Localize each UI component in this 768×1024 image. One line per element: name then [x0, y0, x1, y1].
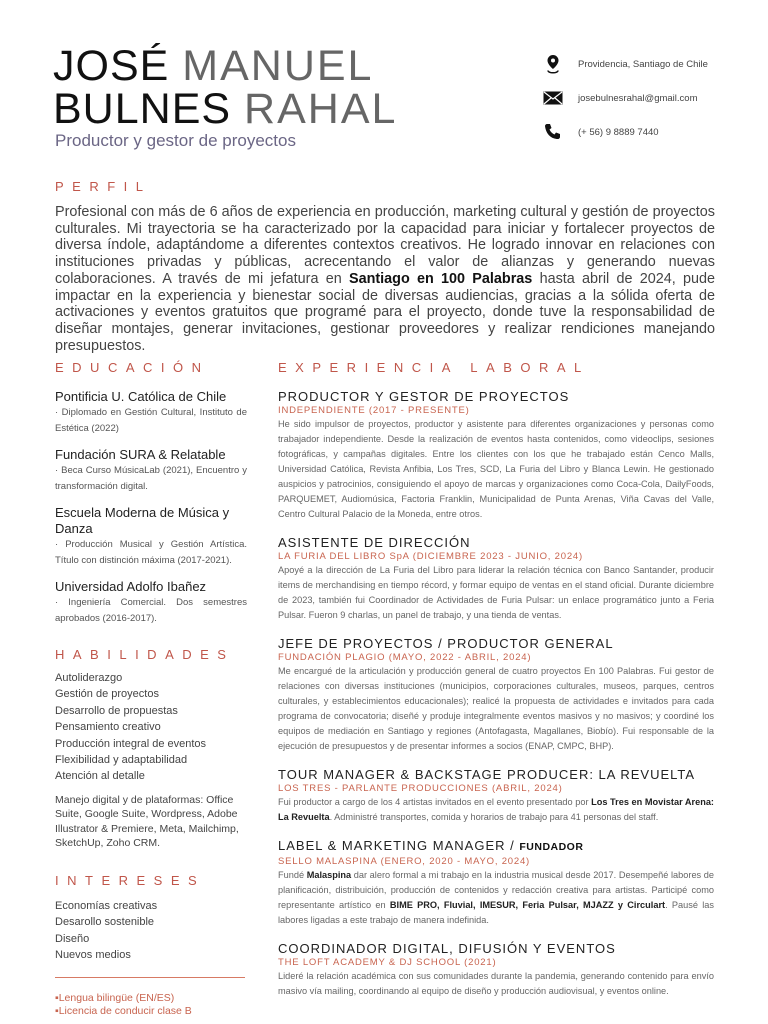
section-heading-interests: INTERESES: [55, 872, 206, 888]
job-title-text: TOUR MANAGER & BACKSTAGE PRODUCER: LA REVUELTA: [278, 767, 696, 782]
education-detail: · Ingeniería Comercial. Dos semestres aprobados (2016-2017).: [55, 597, 247, 624]
job-entry: [278, 535, 714, 623]
section-heading-perfil: PERFIL: [55, 179, 152, 194]
education-item: [55, 389, 247, 437]
job-title: [278, 767, 714, 782]
section-heading-skills: HABILIDADES: [55, 647, 235, 662]
education-list: [55, 389, 247, 627]
job-description-text: Apoyé a la dirección de La Furia del Libro para liderar la relación técnica con Banco Santander, producir items de merchandising en tiempo récord, y formar equipo de ventas en el stand oficial. Durante diciembre de 2023, también fui Coordinador de Actividades de Furia Pulsar: un enlace programático junto a Feria Pulsar. Fueron 9 charlas, un panel de trabajo, y una tienda de ventas.: [278, 565, 714, 620]
interests-list: [55, 898, 247, 964]
interest-item: Desarollo sostenible: [55, 916, 155, 929]
divider: [55, 977, 245, 978]
job-title-suffix: FUNDADOR: [519, 841, 584, 853]
right-column: [278, 360, 714, 1012]
education-detail: · Producción Musical y Gestión Artística. Título con distinción máxima (2017-2021).: [55, 539, 247, 566]
contact-phone: [542, 122, 659, 142]
job-description-text: He sido impulsor de proyectos, productor y asistente para diferentes organizaciones y personas como trabajador independiente. Desde la realización de eventos hasta contenidos, como videoclips, sesiones fotográficas, y campañas digitales. Entre los clientes con los que he trabajado están Cenco Malls, Universidad Católica, Revista Anfibia, Los Tres, SCD, La Furia del Libro y Blanca Lewin. He gestionado auspicios y patrocinios, consiguiendo el apoyo de marcas y organizaciones como Coca-Cola, DailyFoods, PARQUEMET, Audiomúsica, Factoria Franklin, Municipalidad de Punta Arenas, Viña Cavas del Valle, Centro Cultural Palacio de la Moneda, entre otros.: [278, 419, 714, 519]
job-description: [278, 969, 714, 999]
job-organization-dates: THE LOFT ACADEMY & DJ SCHOOL (2021): [278, 957, 497, 968]
job-entry: [278, 838, 714, 928]
job-description: [278, 563, 714, 623]
envelope-icon: [542, 91, 564, 105]
job-description: [278, 795, 714, 825]
education-institution: Universidad Adolfo Ibañez: [55, 579, 207, 594]
job-title: Productor y gestor de proyectos: [55, 131, 296, 150]
digital-tools: Manejo digital y de plataformas: Office Suite, Google Suite, Wordpress, Adobe Illustrator & Premiere, Meta, Mailchimp, SketchUp, Zoho CRM.: [55, 793, 239, 850]
job-organization-dates: SELLO MALASPINA (ENERO, 2020 - MAYO, 2024): [278, 856, 531, 867]
name-line-1: [53, 44, 373, 88]
job-description: [278, 868, 714, 928]
education-detail: · Diplomado en Gestión Cultural, Instituto de Estética (2022): [55, 407, 247, 434]
job-description-text: . Pausé las labores ligadas a este trabajo de manera indefinida.: [278, 900, 714, 925]
skill-item: Desarrollo de propuestas: [55, 704, 178, 717]
job-organization-dates: LOS TRES - PARLANTE PRODUCCIONES (ABRIL, 2024): [278, 783, 563, 794]
job-description-highlight: Malaspina: [306, 870, 352, 880]
section-heading-education: EDUCACIÓN: [55, 360, 210, 375]
contact-location: [542, 54, 708, 74]
job-organization-dates: LA FURIA DEL LIBRO SpA (DICIEMBRE 2023 - JUNIO, 2024): [278, 551, 583, 562]
last-name-1: BULNES: [53, 85, 232, 133]
education-detail: · Beca Curso MúsicaLab (2021), Encuentro y transformación digital.: [55, 465, 247, 492]
job-title: [278, 838, 714, 855]
interest-item: Diseño: [55, 932, 90, 945]
extra-item: ▪Lengua bilingüe (EN/ES): [55, 992, 175, 1005]
job-description: [278, 664, 714, 754]
profile-highlight: Santiago en 100 Palabras: [348, 270, 533, 287]
job-title: [278, 535, 714, 550]
email-link[interactable]: josebulnesrahal@gmail.com: [578, 92, 698, 104]
job-title-text: ASISTENTE DE DIRECCIÓN: [278, 535, 471, 550]
job-title-text: PRODUCTOR Y GESTOR DE PROYECTOS: [278, 389, 570, 404]
phone-icon: [542, 123, 564, 141]
education-institution: Fundación SURA & Relatable: [55, 447, 226, 462]
skill-item: Flexibilidad y adaptabilidad: [55, 754, 188, 767]
phone-text: (+ 56) 9 8889 7440: [578, 126, 659, 138]
last-name-2: RAHAL: [244, 85, 398, 133]
location-pin-icon: [542, 54, 564, 74]
interest-item: Economías creativas: [55, 899, 158, 912]
job-organization-dates: INDEPENDIENTE (2017 - PRESENTE): [278, 405, 470, 416]
job-title-text: JEFE DE PROYECTOS / PRODUCTOR GENERAL: [278, 636, 614, 651]
job-entry: [278, 636, 714, 754]
education-item: [55, 505, 247, 569]
job-entry: [278, 767, 714, 825]
skill-item: Producción integral de eventos: [55, 737, 207, 750]
skills-list: [55, 670, 247, 785]
job-description-text: . Administré transportes, comida y horarios de trabajo para 41 personas del staff.: [329, 812, 659, 822]
skill-item: Autoliderazgo: [55, 672, 123, 684]
skill-item: Atención al detalle: [55, 770, 145, 783]
job-description-highlight: BIME PRO, Fluvial, IMESUR, Feria Pulsar, MJAZZ y Circulart: [389, 900, 666, 910]
skill-item: Pensamiento creativo: [55, 721, 161, 734]
middle-name: MANUEL: [182, 42, 374, 90]
job-entry: [278, 389, 714, 522]
profile-summary: [55, 204, 715, 354]
job-title: [278, 636, 714, 651]
left-column: [55, 360, 247, 1018]
job-description: [278, 417, 714, 522]
job-title-text: COORDINADOR DIGITAL, DIFUSIÓN Y EVENTOS: [278, 941, 616, 956]
first-name: JOSÉ: [53, 42, 170, 90]
education-item: [55, 447, 247, 495]
education-institution: Pontificia U. Católica de Chile: [55, 389, 227, 404]
education-institution: Escuela Moderna de Música y Danza: [55, 505, 230, 536]
education-item: [55, 579, 247, 627]
experience-list: [278, 389, 714, 999]
job-title: [278, 941, 714, 956]
interest-item: Nuevos medios: [55, 949, 131, 962]
job-description-text: dar alero formal a mi trabajo en la industria musical desde 2017. Desempeñé labores de planificación, distribuición, producción de contenidos y redacción creativa para artistas. Participé como representante artístico en: [278, 870, 715, 910]
job-description-text: Fui productor a cargo de los 4 artistas invitados en el evento presentado por: [278, 797, 592, 807]
job-description-highlight: Los Tres en Movistar Arena: La Revuelta: [278, 797, 714, 822]
profile-text: Profesional con más de 6 años de experiencia en producción, marketing cultural y gestión de proyectos culturales. Mi trayectoria se ha caracterizado por la capacidad para iniciar y fortalecer proyectos de diversa índole, adaptándome a diferentes contextos creativos. He logrado innovar en relaciones con instituciones privadas y públicas, acrecentando el valor de alianzas y generando nuevas colaboraciones. A través de mi jefatura en: [55, 204, 715, 287]
location-text: Providencia, Santiago de Chile: [578, 58, 708, 70]
job-title-text: LABEL & MARKETING MANAGER /: [278, 838, 520, 853]
extra-item: ▪Licencia de conducir clase B: [55, 1005, 192, 1018]
section-heading-experience: EXPERIENCIA LABORAL: [278, 360, 590, 375]
contact-email: [542, 88, 697, 108]
job-description-text: Fundé: [278, 870, 307, 880]
job-title: [278, 389, 714, 404]
job-description-text: Lideré la relación académica con sus comunidades durante la pandemia, generando contenido para envío masivo vía mailing, coordinando al equipo de diseño y producción audiovisual, y eventos online.: [278, 971, 714, 996]
job-organization-dates: FUNDACIÓN PLAGIO (MAYO, 2022 - ABRIL, 2024): [278, 652, 532, 663]
profile-text-end: hasta abril de 2024, pude impactar en la experiencia y bienestar social de diversas audiencias, gracias a la sólida oferta de activaciones y eventos gratuitos que programé para el proyecto, donde tuve la responsabilidad de diseñar montajes, generar invitaciones, gestionar proveedores y realizar rendiciones manejando presupuestos.: [55, 270, 716, 354]
name-line-2: [53, 87, 397, 131]
job-description-text: Me encargué de la articulación y producción general de cuatro proyectos En 100 Palabras. Fui gestor de relaciones con diversas instituciones (municipios, corporaciones culturales, museos, parques, centros culturales, y establecimientos educacionales); realicé la propuesta de actividades e invitados para cada programa de convocatoria; diseñé y produje integralmente eventos masivos y no masivos; y coordiné los equipos de mediación en Santiago y regiones (Antofagasta, Magallanes, Biobío). Fui responsable de la ejecución de presupuestos y de presentar informes a socios (ENAP, CMPC, BHP).: [278, 666, 714, 751]
skill-item: Gestión de proyectos: [55, 688, 159, 701]
extras-list: [55, 992, 247, 1018]
job-entry: [278, 941, 714, 999]
